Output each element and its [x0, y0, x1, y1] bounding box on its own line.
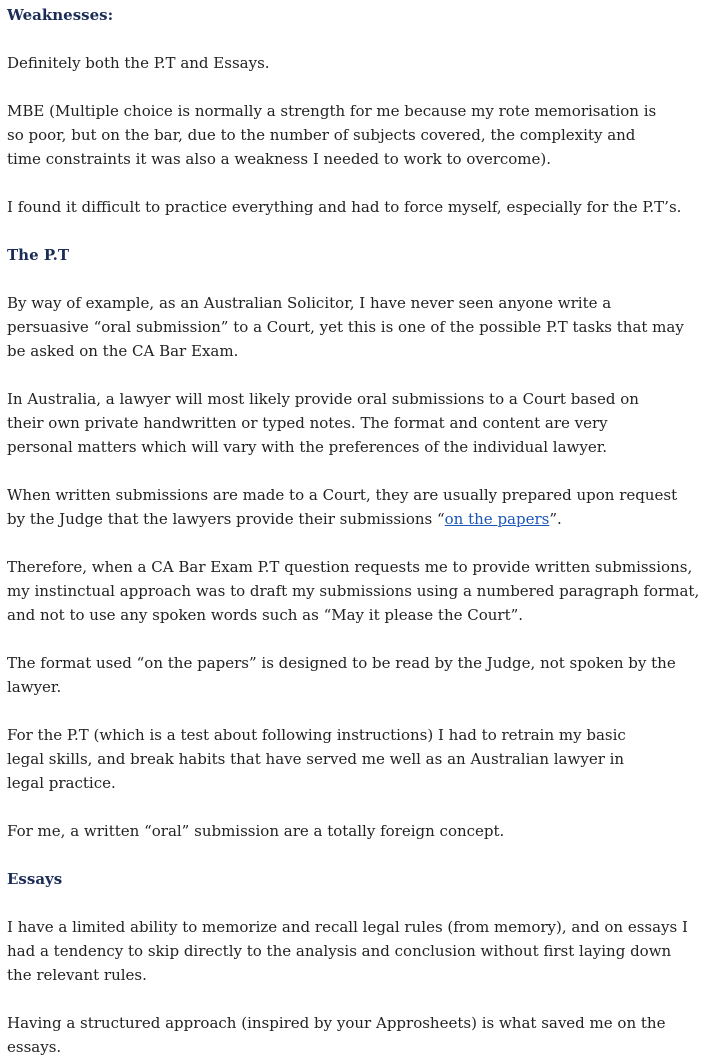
on-the-papers-link[interactable]: on the papers [444, 510, 550, 528]
paragraph: Having a structured approach (inspired by your Approsheets) is what saved me on the essays. [7, 1014, 666, 1056]
paragraph: For me, a written “oral” submission are a totally foreign concept. [7, 822, 505, 840]
paragraph: For the P.T (which is a test about following instructions) I had to retrain my basic legal skills, and break habits that have served me well as an Australian lawyer in legal practice. [7, 726, 626, 792]
paragraph: By way of example, as an Australian Solicitor, I have never seen anyone write a persuasive “oral submission” to a Court, yet this is one of the possible P.T tasks that may be asked on the CA Bar Exam. [7, 294, 684, 360]
paragraph-text: ”. [549, 510, 562, 528]
paragraph: In Australia, a lawyer will most likely provide oral submissions to a Court based on their own private handwritten or typed notes. The format and content are very personal matters which will vary with the preferences of the individual lawyer. [7, 390, 639, 456]
paragraph-with-link [7, 483, 687, 531]
heading-the-pt: The P.T [7, 246, 70, 264]
paragraph: Definitely both the P.T and Essays. [7, 54, 270, 72]
paragraph: I have a limited ability to memorize and recall legal rules (from memory), and on essays I had a tendency to skip directly to the analysis and conclusion without first laying down the relevant rules. [7, 918, 688, 984]
paragraph: The format used “on the papers” is designed to be read by the Judge, not spoken by the lawyer. [7, 654, 676, 696]
paragraph: MBE (Multiple choice is normally a strength for me because my rote memorisation is so poor, but on the bar, due to the number of subjects covered, the complexity and time constraints it was also a weakness I needed to work to overcome). [7, 102, 657, 168]
paragraph: Therefore, when a CA Bar Exam P.T question requests me to provide written submissions, my instinctual approach was to draft my submissions using a numbered paragraph format, and not to use any spoken words such as “May it please the Court”. [7, 558, 700, 624]
heading-essays: Essays [7, 870, 63, 888]
heading-weaknesses: Weaknesses: [7, 6, 114, 24]
paragraph: I found it difficult to practice everything and had to force myself, especially for the P.T’s. [7, 198, 682, 216]
paragraph-text: When written submissions are made to a Court, they are usually prepared upon request by the Judge that the lawyers provide their submissions “ [7, 486, 678, 528]
